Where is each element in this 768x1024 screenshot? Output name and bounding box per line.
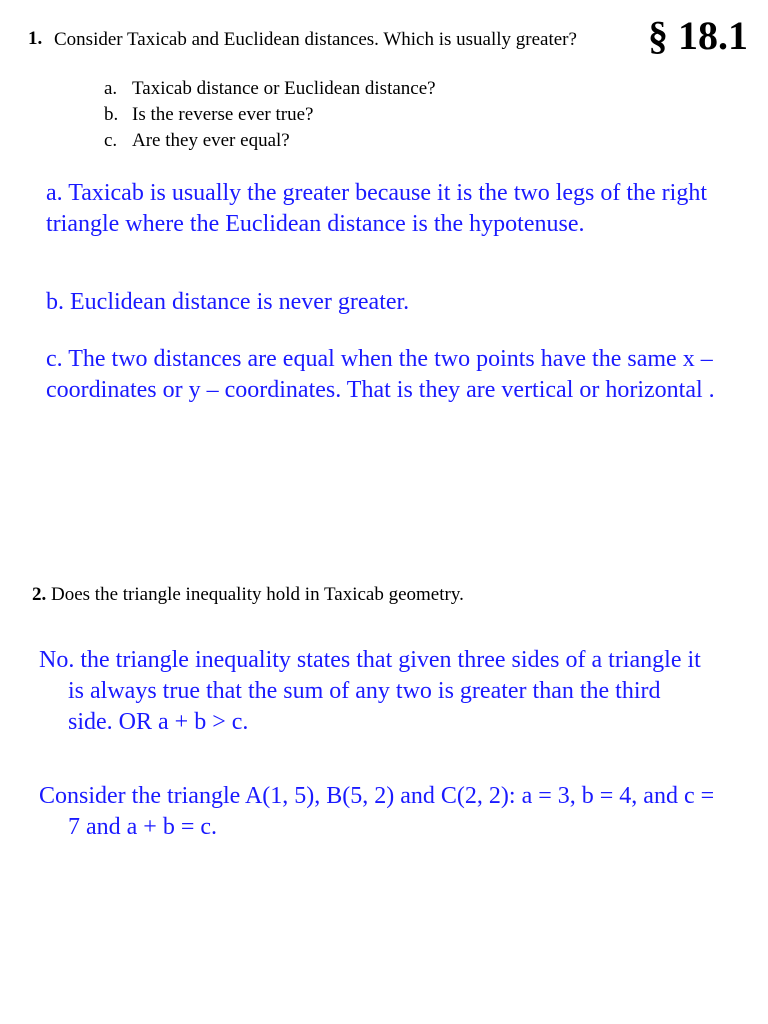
- question-2-number: 2.: [32, 584, 47, 605]
- answer-1b: b. Euclidean distance is never greater.: [46, 289, 410, 315]
- question-1-sub-b: [104, 103, 544, 127]
- sub-a-letter: a.: [104, 78, 118, 99]
- section-number: § 18.1: [648, 13, 748, 58]
- answer-2-first: No. the triangle inequality states that given three sides of a triangle it is always true that the sum of any two is greater than the third side. OR a + b > c.: [39, 647, 701, 735]
- question-1-number: 1.: [28, 28, 43, 49]
- sub-b-letter: b.: [104, 104, 119, 125]
- question-1-sub-c: [104, 129, 544, 153]
- sub-b-text: Is the reverse ever true?: [132, 104, 314, 125]
- answer-1a: a. Taxicab is usually the greater because it is the two legs of the right triangle where the Euclidean distance is the hypotenuse.: [46, 180, 708, 237]
- sub-c-letter: c.: [104, 130, 118, 151]
- sub-c-text: Are they ever equal?: [132, 130, 290, 151]
- question-1-sub-a: [104, 77, 544, 101]
- question-1-text: Consider Taxicab and Euclidean distances. Which is usually greater?: [54, 29, 577, 50]
- sub-a-text: Taxicab distance or Euclidean distance?: [132, 78, 436, 99]
- answer-1c: c. The two distances are equal when the two points have the same x – coordinates or y – coordinates. That is they are vertical or horizontal .: [46, 346, 715, 403]
- question-2-text: Does the triangle inequality hold in Taxicab geometry.: [51, 584, 464, 605]
- question-2: [32, 583, 464, 607]
- answer-2-second: Consider the triangle A(1, 5), B(5, 2) and C(2, 2): a = 3, b = 4, and c = 7 and a + b = c.: [39, 783, 715, 840]
